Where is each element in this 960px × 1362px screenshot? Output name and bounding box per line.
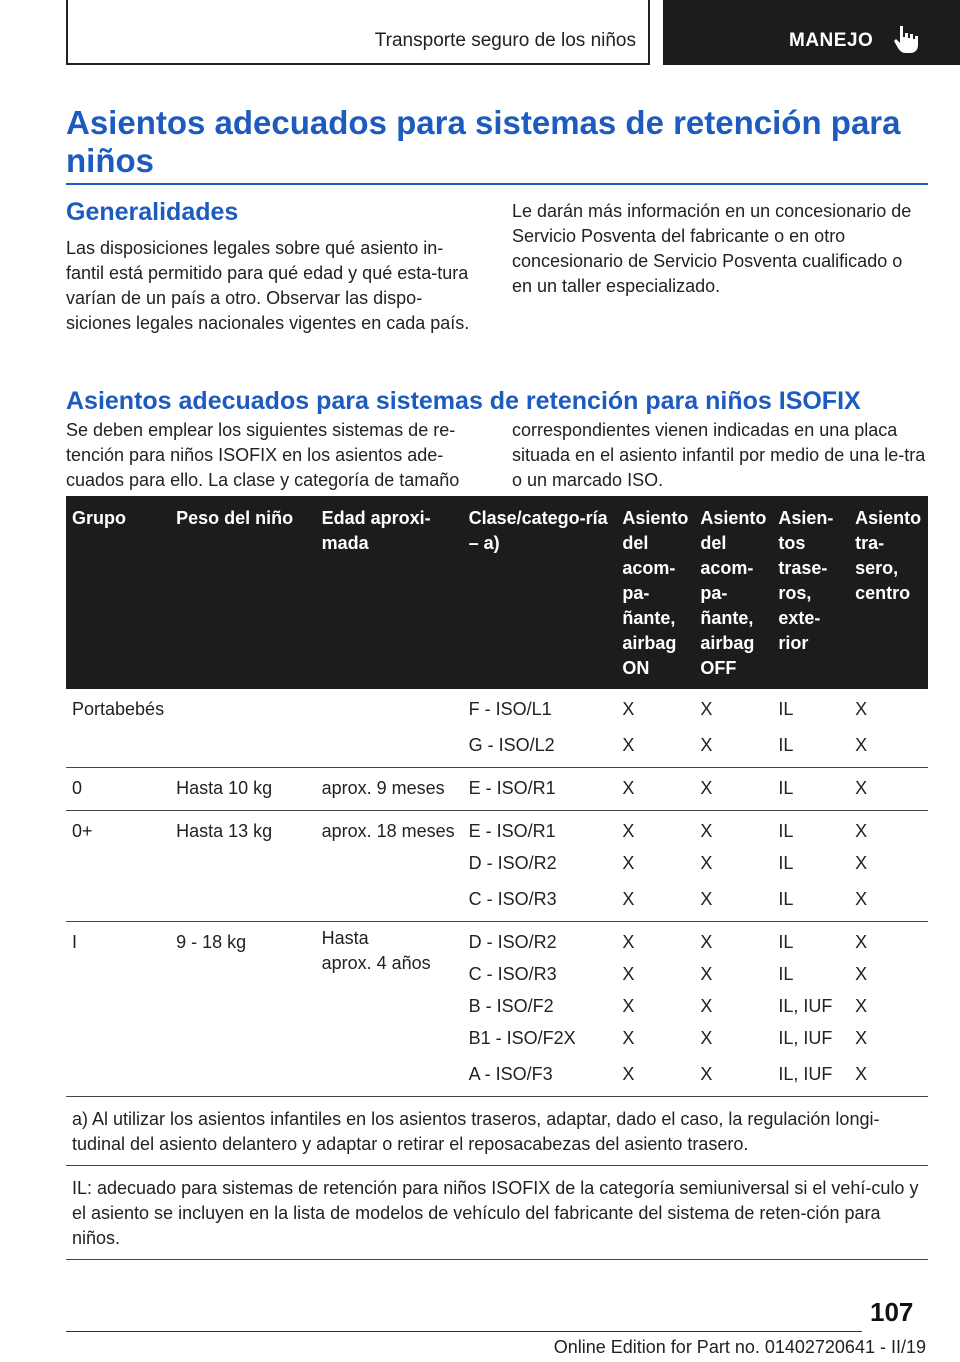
table-cell: X [622, 932, 635, 952]
footer-divider [66, 1331, 862, 1332]
table-cell: A - ISO/F3 [463, 1054, 617, 1097]
table-header-cell: Asien-tos trase-ros, exte-rior [772, 496, 849, 689]
table-cell: B - ISO/F2 [468, 996, 554, 1016]
table-cell-edad: aprox. 18 meses [316, 811, 463, 922]
table-cell: IL, IUF [772, 1054, 849, 1097]
isofix-table [66, 496, 928, 1260]
table-cell: X [700, 932, 713, 952]
table-row [66, 689, 928, 725]
table-header-cell: Peso del niño [170, 496, 316, 689]
table-cell: X [694, 768, 772, 811]
table-cell: IL [778, 964, 794, 984]
table-cell: X [694, 879, 772, 922]
table-cell: X [700, 1028, 713, 1048]
table-cell: X [622, 964, 635, 984]
table-cell: E - ISO/R1 [463, 768, 617, 811]
heading-isofix: Asientos adecuados para sistemas de retención para niños ISOFIX [66, 387, 861, 415]
header-section-title: Transporte seguro de los niños [374, 30, 636, 51]
table-cell: E - ISO/R1 [468, 821, 556, 841]
table-cell: IL [772, 768, 849, 811]
table-cell: X [622, 853, 635, 873]
table-row [66, 811, 928, 848]
heading-generalidades: Generalidades [66, 198, 239, 226]
page-title: Asientos adecuados para sistemas de retención para niños [66, 104, 901, 179]
hand-pointer-icon [891, 24, 921, 54]
table-cell: C - ISO/R3 [468, 964, 557, 984]
table-cell: X [849, 879, 928, 922]
isofix-text-left: Se deben emplear los siguientes sistemas de re-tención para niños ISOFIX en los asientos ade-cuados para ello. La clase y categoría de tamaño [66, 420, 460, 490]
table-note-row [66, 1097, 928, 1166]
table-cell: X [622, 821, 635, 841]
table-cell-grupo: I [66, 922, 170, 1097]
table-cell: IL [778, 699, 794, 719]
table-footnote: IL: adecuado para sistemas de retención para niños ISOFIX de la categoría semiuniversal si el vehí-culo y el asiento se incluyen en la lista de modelos de vehículo del fabricante del sistema de reten-ción para niños. [66, 1166, 928, 1260]
table-header-cell: Asiento del acom-pa-ñante, airbag OFF [694, 496, 772, 689]
table-header-cell: Clase/catego-ría – a) [463, 496, 617, 689]
table-cell-edad: Hasta aprox. 4 años [316, 922, 463, 1097]
table-cell: IL [772, 879, 849, 922]
table-cell: X [616, 879, 694, 922]
table-cell: IL [772, 725, 849, 768]
table-header-cell: Edad aproxi-mada [316, 496, 463, 689]
table-cell: X [616, 725, 694, 768]
table-cell: X [700, 964, 713, 984]
table-cell: X [700, 699, 713, 719]
table-cell: X [700, 821, 713, 841]
table-cell: X [622, 996, 635, 1016]
table-cell: X [855, 1028, 868, 1048]
table-cell-peso: Hasta 10 kg [170, 768, 316, 811]
table-cell: F - ISO/L1 [468, 699, 552, 719]
table-row [66, 922, 928, 959]
table-cell: X [855, 932, 868, 952]
table-cell: X [616, 768, 694, 811]
table-cell: X [700, 996, 713, 1016]
header-chapter-label: MANEJO [789, 30, 874, 51]
table-cell: IL, IUF [778, 1028, 833, 1048]
table-cell-grupo: 0 [66, 768, 170, 811]
table-cell: X [855, 996, 868, 1016]
table-cell-grupo: 0+ [66, 811, 170, 922]
table-footnote: a) Al utilizar los asientos infantiles en los asientos traseros, adaptar, dado el caso, la regulación longi-tudinal del asiento delantero y adaptar o retirar el reposacabezas del asiento trasero. [66, 1097, 928, 1166]
edition-line: Online Edition for Part no. 01402720641 - II/19 [553, 1337, 926, 1357]
table-cell: X [694, 1054, 772, 1097]
table-cell: X [849, 725, 928, 768]
table-cell: IL [778, 932, 794, 952]
table-cell: X [622, 699, 635, 719]
table-cell: X [694, 725, 772, 768]
table-header-cell: Asiento tra-sero, centro [849, 496, 928, 689]
table-cell: D - ISO/R2 [468, 932, 557, 952]
table-cell: X [855, 821, 868, 841]
table-header-row [66, 496, 928, 689]
table-header-cell: Asiento del acom-pa-ñante, airbag ON [616, 496, 694, 689]
table-cell-peso [170, 689, 316, 768]
table-cell-edad [316, 689, 463, 768]
table-cell: G - ISO/L2 [463, 725, 617, 768]
table-cell: IL [778, 821, 794, 841]
table-cell: IL, IUF [778, 996, 833, 1016]
table-cell: X [855, 964, 868, 984]
table-note-row [66, 1166, 928, 1260]
table-cell: X [855, 853, 868, 873]
table-cell: X [849, 1054, 928, 1097]
table-cell: IL [778, 853, 794, 873]
table-cell-edad: aprox. 9 meses [316, 768, 463, 811]
table-cell-grupo: Portabebés [66, 689, 170, 768]
title-divider [66, 183, 928, 185]
generalidades-text-right: Le darán más información en un concesionario de Servicio Posventa del fabricante o en otro concesionario de Servicio Posventa cualificado o en un taller especializado. [512, 201, 912, 296]
table-cell: X [700, 853, 713, 873]
table-cell: B1 - ISO/F2X [468, 1028, 576, 1048]
table-cell: X [849, 768, 928, 811]
isofix-text-right: correspondientes vienen indicadas en una placa situada en el asiento infantil por medio de una le-tra o un marcado ISO. [512, 420, 926, 490]
table-cell: D - ISO/R2 [468, 853, 557, 873]
table-header-cell: Grupo [66, 496, 170, 689]
table-cell-peso: 9 - 18 kg [170, 922, 316, 1097]
page-number: 107 [870, 1297, 914, 1327]
header-chapter-tab [663, 0, 960, 65]
table-cell: X [622, 1028, 635, 1048]
table-cell: C - ISO/R3 [463, 879, 617, 922]
generalidades-text-left: Las disposiciones legales sobre qué asiento in-fantil está permitido para qué edad y qué esta-tura varían de un país a otro. Observar las dispo-siciones legales nacionales vigentes en cada país. [66, 238, 470, 333]
table-row [66, 768, 928, 811]
table-cell: X [616, 1054, 694, 1097]
table-cell: X [855, 699, 868, 719]
table-cell-peso: Hasta 13 kg [170, 811, 316, 922]
